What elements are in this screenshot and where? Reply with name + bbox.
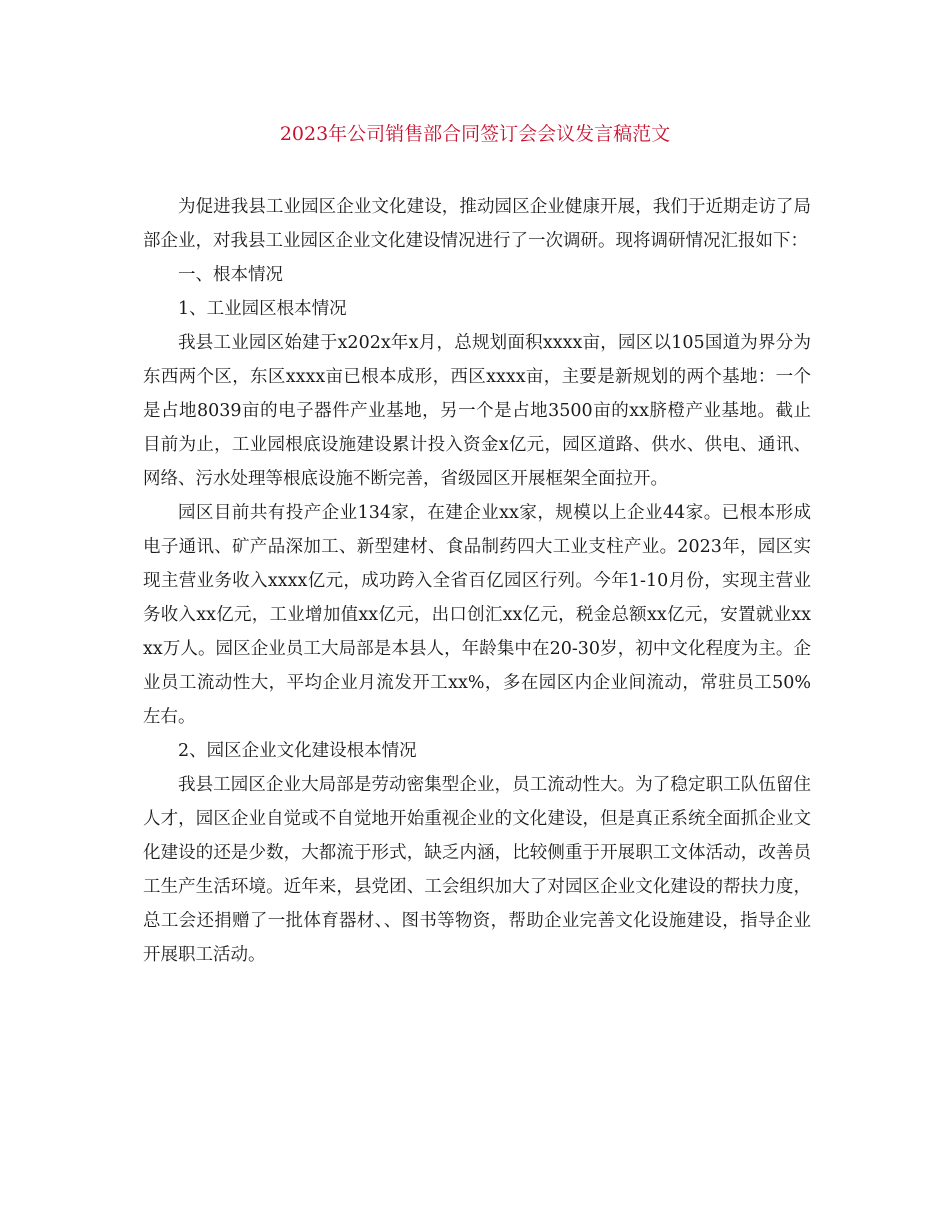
document-title: 2023年公司销售部合同签订会会议发言稿范文 xyxy=(279,123,671,145)
paragraph-park-enterprises: 园区目前共有投产企业134家，在建企业xx家，规模以上企业44家。已根本形成电子通讯、矿产品深加工、新型建材、食品制药四大工业支柱产业。2023年，园区实现主营业务收入xxxx亿元，成功跨入全省百亿园区行列。今年1-10月份，实现主营业务收入xx亿元，工业增加值xx亿元，出口创汇xx亿元，税金总额xx亿元，安置就业xxxx万人。园区企业员工大局部是本县人，年龄集中在20-30岁，初中文化程度为主。企业员工流动性大，平均企业月流发开工xx%，多在园区内企业间流动，常驻员工50%左右。 xyxy=(143,503,811,727)
document-body xyxy=(143,190,811,972)
subsection-heading-2: 2、园区企业文化建设根本情况 xyxy=(178,741,417,761)
paragraph-intro: 为促进我县工业园区企业文化建设，推动园区企业健康开展，我们于近期走访了局部企业，对我县工业园区企业文化建设情况进行了一次调研。现将调研情况汇报如下： xyxy=(143,197,811,251)
paragraph-culture-building: 我县工园区企业大局部是劳动密集型企业，员工流动性大。为了稳定职工队伍留住人才，园区企业自觉或不自觉地开始重视企业的文化建设，但是真正系统全面抓企业文化建设的还是少数，大都流于形式，缺乏内涵，比较侧重于开展职工文体活动，改善员工生产生活环境。近年来，县党团、工会组织加大了对园区企业文化建设的帮扶力度，总工会还捐赠了一批体育器材、、图书等物资，帮助企业完善文化设施建设，指导企业开展职工活动。 xyxy=(143,775,811,965)
subsection-heading-1: 1、工业园区根本情况 xyxy=(178,299,347,319)
paragraph-park-overview: 我县工业园区始建于x202x年x月，总规划面积xxxx亩，园区以105国道为界分为东西两个区，东区xxxx亩已根本成形，西区xxxx亩，主要是新规划的两个基地：一个是占地8039亩的电子器件产业基地，另一个是占地3500亩的xx脐橙产业基地。截止目前为止，工业园根底设施建设累计投入资金x亿元，园区道路、供水、供电、通讯、网络、污水处理等根底设施不断完善，省级园区开展框架全面拉开。 xyxy=(143,333,811,489)
section-heading-1: 一、根本情况 xyxy=(178,265,283,285)
